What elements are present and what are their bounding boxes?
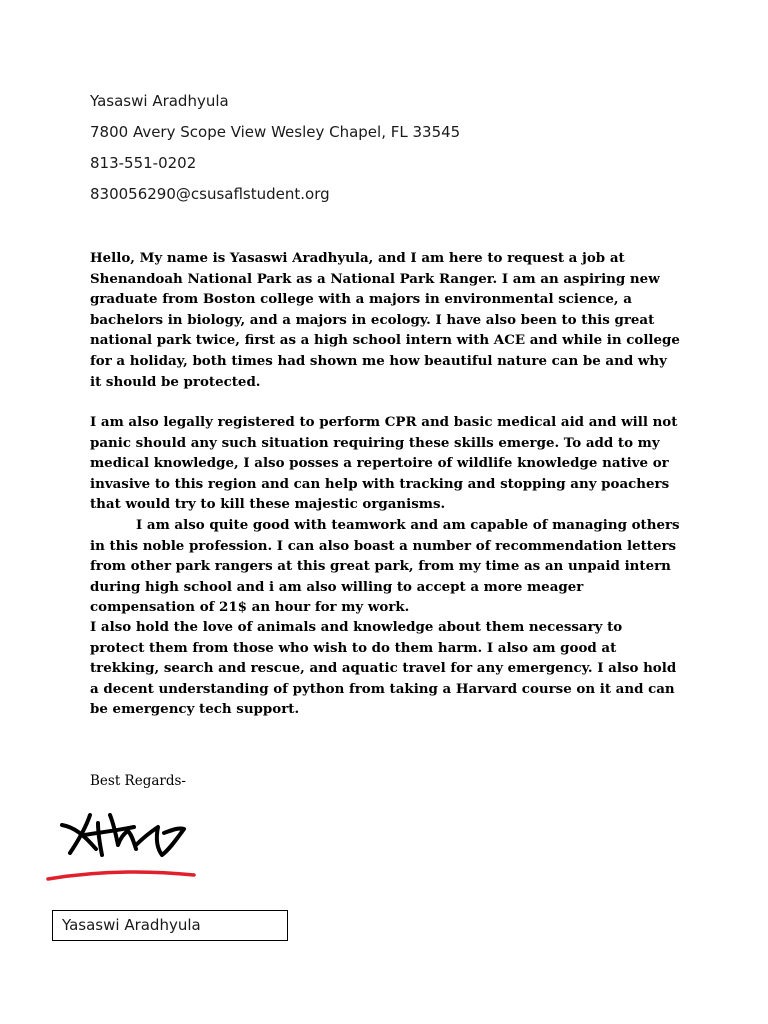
printed-name-box: [52, 910, 288, 941]
sender-email: 830056290@csusaflstudent.org: [90, 185, 330, 203]
letter-paragraph-1: Hello, My name is Yasaswi Aradhyula, and I am here to request a job at Shenandoah National Park as a National Park Ranger. I am an aspiring new graduate from Boston college with a majors in environmental science, a bachelors in biology, and a majors in ecology. I have also been to this great national park twice, first as a high school intern with ACE and while in college for a holiday, both times had shown me how beautiful nature can be and why it should be protected.: [90, 250, 680, 390]
letter-paragraph-3: I also hold the love of animals and knowledge about them necessary to protect them from those who wish to do them harm. I also am good at trekking, search and rescue, and aquatic travel for any emergency. I also hold a decent understanding of python from taking a Harvard course on it and can be emergency tech support.: [90, 619, 677, 718]
letter-paragraph-2: [90, 412, 680, 618]
sender-address: 7800 Avery Scope View Wesley Chapel, FL 33545: [90, 123, 461, 141]
sender-block: [90, 91, 460, 215]
letter-paragraph-2-text: I am also legally registered to perform CPR and basic medical aid and will not panic should any such situation requiring these skills emerge. To add to my medical knowledge, I also posses a repertoire of wildlife knowledge native or invasive to this region and can help with tracking and stopping any poachers that would try to kill these majestic organisms.: [90, 414, 678, 513]
handwritten-signature: [44, 805, 200, 885]
sender-name: Yasaswi Aradhyula: [90, 92, 229, 110]
signature-stroke: [98, 823, 102, 855]
signature-underline: [48, 872, 194, 879]
letter-paragraph-2-continuation: I am also quite good with teamwork and am capable of managing others in this noble profession. I can also boast a number of recommendation letters from other park rangers at this great park, from my time as an unpaid intern during high school and i am also willing to accept a more meager compensation of 21$ an hour for my work.: [90, 516, 680, 616]
closing-salutation: Best Regards-: [90, 773, 186, 789]
sender-phone: 813-551-0202: [90, 154, 197, 172]
signature-stroke: [136, 827, 184, 855]
signature-stroke: [110, 815, 136, 849]
printed-name: Yasaswi Aradhyula: [62, 916, 201, 934]
